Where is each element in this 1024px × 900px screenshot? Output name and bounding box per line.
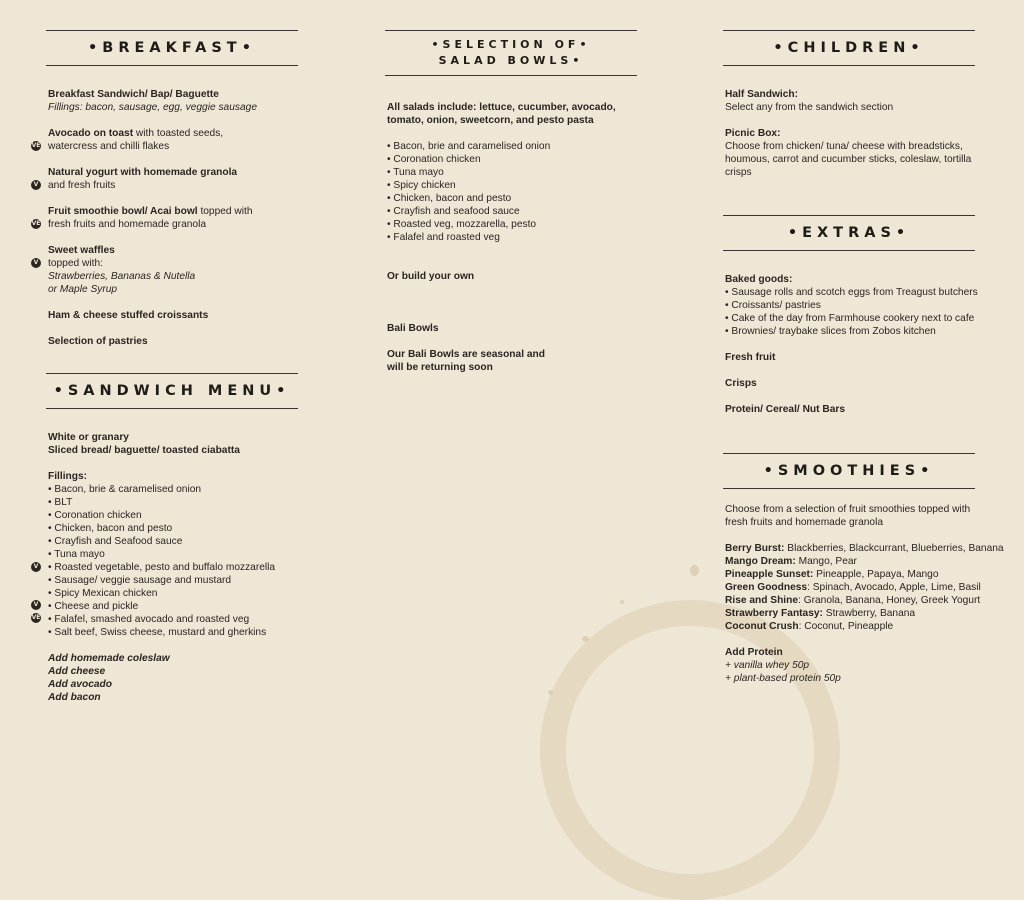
filling-item: • Chicken, bacon and pesto: [48, 523, 173, 534]
filling-item: • Falafel, smashed avocado and roasted veg: [48, 614, 250, 625]
stain-dot: [582, 636, 589, 642]
breakfast-item: [48, 335, 308, 348]
item-desc: topped with:: [48, 258, 103, 269]
sandwich-extra: Add avocado: [48, 679, 112, 690]
breakfast-item: [48, 205, 308, 231]
breakfast-item: [48, 309, 308, 322]
salad-item: • Roasted veg, mozzarella, pesto: [387, 219, 537, 230]
vegetarian-badge-icon: V: [31, 562, 41, 572]
salad-includes: tomato, onion, sweetcorn, and pesto pasta: [387, 115, 594, 126]
breakfast-item: [48, 127, 308, 153]
salad-item: • Tuna mayo: [387, 167, 444, 178]
item-desc: fresh fruits and homemade granola: [48, 219, 206, 230]
baked-item: • Brownies/ traybake slices from Zobos kitchen: [725, 326, 936, 337]
salad-item: • Falafel and roasted veg: [387, 232, 500, 243]
bread-option: Sliced bread/ baguette/ toasted ciabatta: [48, 445, 240, 456]
salad-item: • Spicy chicken: [387, 180, 456, 191]
bali-desc: will be returning soon: [387, 362, 493, 373]
filling-item: • BLT: [48, 497, 73, 508]
half-sandwich-title: Half Sandwich:: [725, 89, 799, 100]
stain-dot: [548, 690, 553, 695]
protein-option: + vanilla whey 50p: [725, 660, 810, 671]
vegetarian-badge-icon: V: [31, 180, 41, 190]
item-name: Avocado on toast: [48, 128, 134, 139]
filling-item: • Bacon, brie & caramelised onion: [48, 484, 202, 495]
smoothies-list: [725, 503, 1020, 685]
filling-item: • Tuna mayo: [48, 549, 105, 560]
vegan-badge-icon: VE: [31, 220, 41, 227]
sandwich-header: •SANDWICH MENU•: [46, 373, 298, 409]
item-desc: watercress and chilli flakes: [48, 141, 170, 152]
smoothie-item: Berry Burst: Blackberries, Blackcurrant, Blueberries, Banana: [725, 543, 1004, 554]
breakfast-item: [48, 88, 308, 114]
item-name: Sweet waffles: [48, 245, 115, 256]
vegan-badge-icon: VE: [31, 142, 41, 149]
filling-item: • Crayfish and Seafood sauce: [48, 536, 183, 547]
smoothie-item: Coconut Crush: Coconut, Pineapple: [725, 621, 894, 632]
vegetarian-badge-icon: V: [31, 600, 41, 610]
breakfast-item: [48, 244, 308, 296]
baked-item: • Sausage rolls and scotch eggs from Treagust butchers: [725, 287, 978, 298]
smoothie-item: Strawberry Fantasy: Strawberry, Banana: [725, 608, 916, 619]
salad-includes: All salads include: lettuce, cucumber, avocado,: [387, 102, 616, 113]
smoothie-item: Mango Dream: Mango, Pear: [725, 556, 857, 567]
breakfast-list: [48, 88, 308, 348]
fresh-fruit: Fresh fruit: [725, 352, 776, 363]
smoothies-intro: Choose from a selection of fruit smoothies topped with: [725, 504, 971, 515]
item-desc: with toasted seeds,: [133, 128, 224, 139]
children-header: •CHILDREN•: [723, 30, 975, 66]
stain-dot: [620, 600, 624, 604]
stain-dot: [690, 565, 699, 576]
baked-item: • Cake of the day from Farmhouse cookery next to cafe: [725, 313, 975, 324]
item-name: Breakfast Sandwich/ Bap/ Baguette: [48, 89, 219, 100]
picnic-box-desc: Choose from chicken/ tuna/ cheese with breadsticks,: [725, 141, 963, 152]
salad-header: •SELECTION OF• SALAD BOWLS•: [385, 30, 637, 76]
item-name: Selection of pastries: [48, 336, 148, 347]
breakfast-item: [48, 166, 308, 192]
bali-desc: Our Bali Bowls are seasonal and: [387, 349, 545, 360]
bread-option: White or granary: [48, 432, 129, 443]
picnic-box-desc: houmous, carrot and cucumber sticks, coleslaw, tortilla: [725, 154, 972, 165]
build-your-own: Or build your own: [387, 271, 475, 282]
item-name: Natural yogurt with homemade granola: [48, 167, 238, 178]
picnic-box-desc: crisps: [725, 167, 752, 178]
item-name: Ham & cheese stuffed croissants: [48, 310, 209, 321]
baked-item: • Croissants/ pastries: [725, 300, 821, 311]
salad-list: [387, 101, 647, 374]
baked-goods-title: Baked goods:: [725, 274, 793, 285]
picnic-box-title: Picnic Box:: [725, 128, 781, 139]
filling-item: • Cheese and pickle: [48, 601, 139, 612]
crisps: Crisps: [725, 378, 757, 389]
salad-item: • Crayfish and seafood sauce: [387, 206, 520, 217]
protein-title: Add Protein: [725, 647, 783, 658]
vegan-badge-icon: VE: [31, 614, 41, 621]
half-sandwich-desc: Select any from the sandwich section: [725, 102, 894, 113]
children-list: [725, 88, 1015, 179]
protein-option: + plant-based protein 50p: [725, 673, 841, 684]
smoothie-item: Green Goodness: Spinach, Avocado, Apple, Lime, Basil: [725, 582, 981, 593]
extras-header: •EXTRAS•: [723, 215, 975, 251]
salad-item: • Bacon, brie and caramelised onion: [387, 141, 551, 152]
item-name: Fruit smoothie bowl/ Acai bowl: [48, 206, 198, 217]
filling-item: • Roasted vegetable, pesto and buffalo mozzarella: [48, 562, 276, 573]
item-desc: Fillings: bacon, sausage, egg, veggie sausage: [48, 102, 257, 113]
bars: Protein/ Cereal/ Nut Bars: [725, 404, 846, 415]
smoothie-item: Pineapple Sunset: Pineapple, Papaya, Mango: [725, 569, 939, 580]
filling-item: • Sausage/ veggie sausage and mustard: [48, 575, 232, 586]
sandwich-list: [48, 431, 318, 704]
smoothies-header: •SMOOTHIES•: [723, 453, 975, 489]
sandwich-extra: Add cheese: [48, 666, 106, 677]
item-desc: topped with: [197, 206, 253, 217]
smoothie-item: Rise and Shine: Granola, Banana, Honey, Greek Yogurt: [725, 595, 981, 606]
bali-title: Bali Bowls: [387, 323, 439, 334]
vegetarian-badge-icon: V: [31, 258, 41, 268]
smoothies-intro: fresh fruits and homemade granola: [725, 517, 883, 528]
sandwich-extra: Add homemade coleslaw: [48, 653, 170, 664]
sandwich-extra: Add bacon: [48, 692, 101, 703]
item-desc: and fresh fruits: [48, 180, 116, 191]
filling-item: • Spicy Mexican chicken: [48, 588, 158, 599]
item-desc: Strawberries, Bananas & Nutella: [48, 271, 196, 282]
breakfast-header: •BREAKFAST•: [46, 30, 298, 66]
salad-item: • Coronation chicken: [387, 154, 481, 165]
filling-item: • Salt beef, Swiss cheese, mustard and gherkins: [48, 627, 267, 638]
extras-list: [725, 273, 1015, 416]
salad-item: • Chicken, bacon and pesto: [387, 193, 512, 204]
filling-item: • Coronation chicken: [48, 510, 142, 521]
fillings-label: Fillings:: [48, 471, 88, 482]
item-desc: or Maple Syrup: [48, 284, 118, 295]
